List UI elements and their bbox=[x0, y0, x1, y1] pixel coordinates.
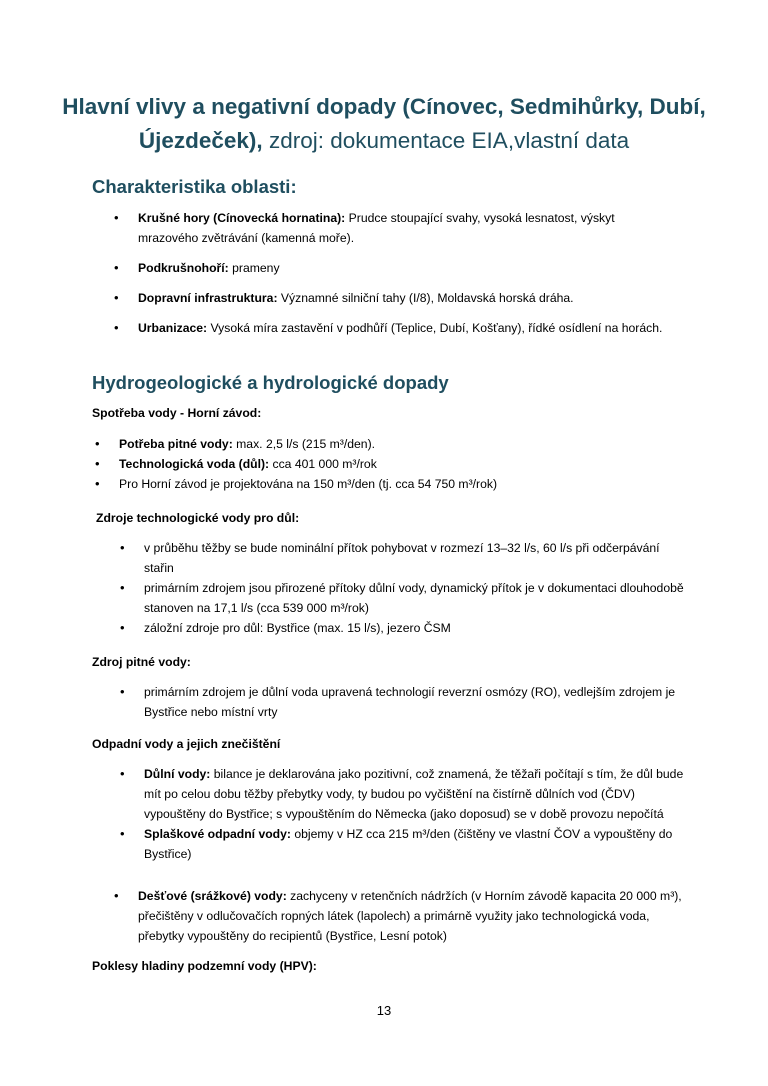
list-item bbox=[138, 258, 678, 278]
item-label: Krušné hory (Cínovecká hornatina): bbox=[138, 211, 346, 225]
subheading-pokles: Poklesy hladiny podzemní vody (HPV): bbox=[92, 959, 317, 973]
odpadni-list bbox=[144, 764, 684, 864]
section-heading-hydro: Hydrogeologické a hydrologické dopady bbox=[92, 372, 449, 393]
list-item bbox=[119, 434, 679, 454]
list-item bbox=[144, 824, 684, 864]
item-label: Důlní vody: bbox=[144, 767, 211, 781]
item-text: prameny bbox=[232, 261, 280, 275]
list-item bbox=[119, 454, 679, 474]
list-item bbox=[138, 208, 678, 248]
item-text: max. 2,5 l/s (215 m³/den). bbox=[236, 437, 376, 451]
item-label: Splaškové odpadní vody: bbox=[144, 827, 291, 841]
item-label: Technologická voda (důl): bbox=[119, 457, 270, 471]
list-item: • primárním zdrojem jsou přirozené přítoky důlní vody, dynamický přítok je v dokumentaci dlouhodobě stanoven na 17,1 l/s (cca 539 000 m³/rok) bbox=[144, 578, 684, 618]
subheading-pitna: Zdroj pitné vody: bbox=[92, 655, 191, 669]
item-label: Podkrušnohoří: bbox=[138, 261, 229, 275]
item-label: Urbanizace: bbox=[138, 321, 208, 335]
page-title bbox=[60, 90, 708, 158]
section-heading-characteristics: Charakteristika oblasti: bbox=[92, 176, 297, 197]
list-item bbox=[138, 318, 678, 338]
item-text: objemy v HZ cca 215 m³/den (čištěny ve vlastní ČOV a vypouštěny do Bystřice) bbox=[144, 827, 673, 861]
item-text: zachyceny v retenčních nádržích (v Horním závodě kapacita 20 000 m³), přečištěny v odlučovačích ropných látek (lapolech) a primárně využity jako technologická voda, přebytky vypouštěny do recipientů (Bystřice, Lesní potok) bbox=[138, 889, 682, 943]
title-normal: zdroj: dokumentace EIA,vlastní data bbox=[268, 128, 630, 153]
item-text: Prudce stoupající svahy, vysoká lesnatost, výskyt mrazového zvětrávání (kamenná moře). bbox=[138, 211, 615, 245]
subheading-spotreba: Spotřeba vody - Horní závod: bbox=[92, 406, 262, 420]
item-label: Dopravní infrastruktura: bbox=[138, 291, 278, 305]
page-number: 13 bbox=[376, 1003, 392, 1018]
pitna-list bbox=[144, 682, 684, 722]
item-label: Dešťové (srážkové) vody: bbox=[138, 889, 287, 903]
item-text: Vysoká míra zastavění v podhůří (Teplice, Dubí, Košťany), řídké osídlení na horách. bbox=[210, 321, 663, 335]
list-item bbox=[138, 288, 678, 308]
list-item: • v průběhu těžby se bude nominální přítok pohybovat v rozmezí 13–32 l/s, 60 l/s při odčerpávání stařin bbox=[144, 538, 684, 578]
list-item bbox=[119, 474, 679, 494]
list-item: • primárním zdrojem je důlní voda upravená technologií reverzní osmózy (RO), vedlejším zdrojem je Bystřice nebo místní vrty bbox=[144, 682, 684, 722]
item-text: Pro Horní závod je projektována na 150 m³/den (tj. cca 54 750 m³/rok) bbox=[119, 477, 497, 491]
list-item bbox=[138, 886, 684, 946]
subheading-zdroje: Zdroje technologické vody pro důl: bbox=[96, 511, 300, 525]
characteristics-list bbox=[138, 208, 678, 338]
item-text: cca 401 000 m³/rok bbox=[272, 457, 377, 471]
list-item bbox=[144, 764, 684, 824]
item-text: bilance je deklarována jako pozitivní, což znamená, že těžaři počítají s tím, že důl bude mít po celou dobu těžby přebytky vody, ty budou po vyčištění na čistírně důlních vod (ČDV) vypouštěny do Bystřice; s vypouštěním do Německa (jako doposud) se v době provozu nepočítá bbox=[144, 767, 684, 821]
subheading-odpadni: Odpadní vody a jejich znečištění bbox=[92, 737, 281, 751]
title-bold: Hlavní vlivy a negativní dopady (Cínovec, Sedmihůrky, Dubí, Újezdeček), bbox=[62, 94, 706, 153]
odpadni-list-2 bbox=[138, 886, 684, 946]
zdroje-list bbox=[144, 538, 684, 638]
list-item: • záložní zdroje pro důl: Bystřice (max. 15 l/s), jezero ČSM bbox=[144, 618, 684, 638]
spotreba-list bbox=[119, 434, 679, 494]
item-label: Potřeba pitné vody: bbox=[119, 437, 233, 451]
item-text: Významné silniční tahy (I/8), Moldavská horská dráha. bbox=[280, 291, 574, 305]
